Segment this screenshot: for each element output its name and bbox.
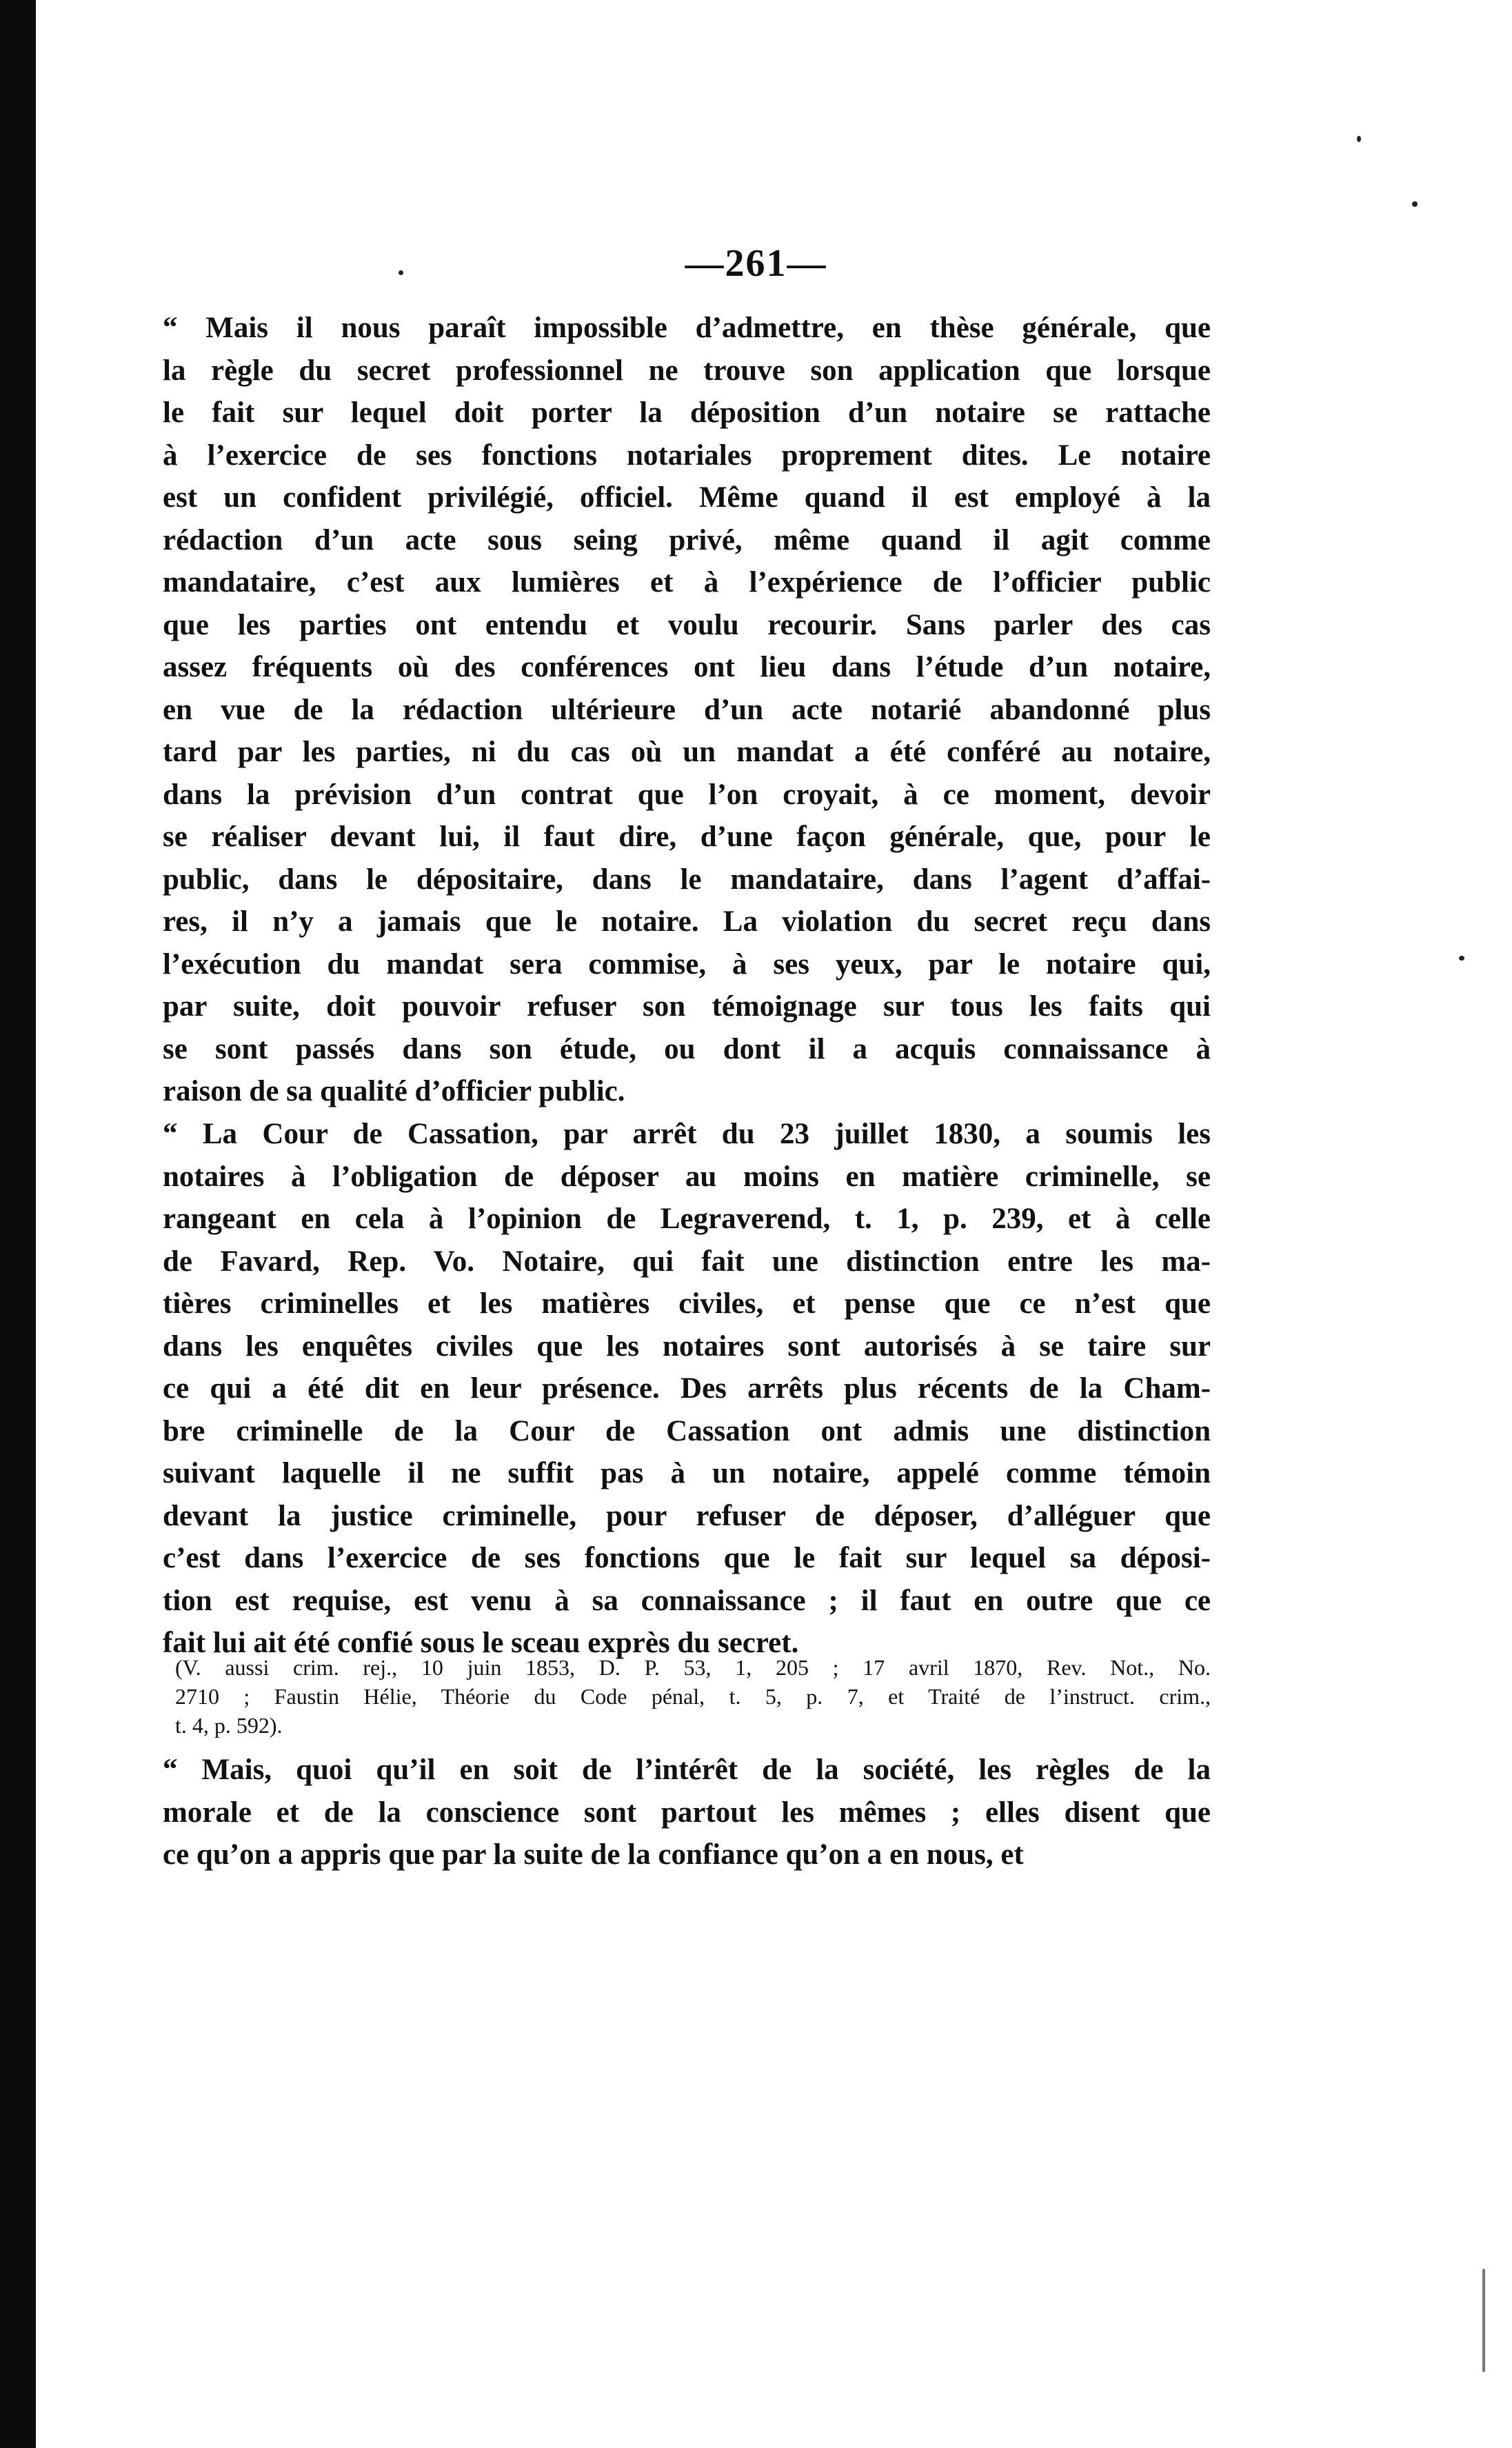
scan-speck: [1357, 136, 1361, 142]
text-line: le fait sur lequel doit porter la déposition d’un notaire se rattache: [163, 397, 1211, 429]
text-line: dans les enquêtes civiles que les notaires sont autorisés à se taire sur: [163, 1330, 1211, 1363]
scan-speck: [1459, 956, 1464, 961]
text-line: par suite, doit pouvoir refuser son témoignage sur tous les faits qui: [163, 990, 1211, 1023]
text-line: devant la justice criminelle, pour refuser de déposer, d’alléguer que: [163, 1499, 1211, 1532]
scan-border: [0, 0, 36, 2448]
paragraph-professional-secret: [163, 307, 1211, 1113]
text-line: notaires à l’obligation de déposer au moins en matière criminelle, se: [163, 1160, 1211, 1193]
text-line: public, dans le dépositaire, dans le mandataire, dans l’agent d’affai-: [163, 863, 1211, 896]
text-line: est un confident privilégié, officiel. Même quand il est employé à la: [163, 481, 1211, 514]
text-line: tières criminelles et les matières civiles, et pense que ce n’est que: [163, 1287, 1211, 1320]
text-line: ce qui a été dit en leur présence. Des arrêts plus récents de la Cham-: [163, 1372, 1211, 1405]
text-line: c’est dans l’exercice de ses fonctions que le fait sur lequel sa déposi-: [163, 1542, 1211, 1574]
text-line: tard par les parties, ni du cas où un mandat a été conféré au notaire,: [163, 736, 1211, 768]
text-line: la règle du secret professionnel ne trouve son application que lorsque: [163, 354, 1211, 387]
paragraph-cour-de-cassation: [163, 1113, 1211, 1665]
text-line: se réaliser devant lui, il faut dire, d’une façon générale, que, pour le: [163, 821, 1211, 853]
text-line: mandataire, c’est aux lumières et à l’expérience de l’officier public: [163, 566, 1211, 599]
text-line: à l’exercice de ses fonctions notariales proprement dites. Le notaire: [163, 439, 1211, 472]
text-line: assez fréquents où des conférences ont lieu dans l’étude d’un notaire,: [163, 651, 1211, 683]
text-line: suivant laquelle il ne suffit pas à un notaire, appelé comme témoin: [163, 1457, 1211, 1489]
text-line: “ Mais il nous paraît impossible d’admettre, en thèse générale, que: [163, 312, 1211, 344]
text-line: dans la prévision d’un contrat que l’on croyait, à ce moment, devoir: [163, 778, 1211, 811]
text-line: tion est requise, est venu à sa connaissance ; il faut en outre que ce: [163, 1584, 1211, 1617]
text-line: res, il n’y a jamais que le notaire. La violation du secret reçu dans: [163, 905, 1211, 938]
text-line: “ La Cour de Cassation, par arrêt du 23 juillet 1830, a soumis les: [163, 1118, 1211, 1150]
text-line: raison de sa qualité d’officier public.: [163, 1075, 625, 1107]
paragraph-morale-conscience: [163, 1749, 1211, 1876]
footnote-citations: [175, 1653, 1211, 1740]
text-line: morale et de la conscience sont partout les mêmes ; elles disent que: [163, 1796, 1211, 1829]
footnote-line: (V. aussi crim. rej., 10 juin 1853, D. P. 53, 1, 205 ; 17 avril 1870, Rev. Not., No.: [175, 1655, 1211, 1680]
footnote-line: 2710 ; Faustin Hélie, Théorie du Code pénal, t. 5, p. 7, et Traité de l’instruct. crim.,: [175, 1684, 1211, 1709]
text-line: bre criminelle de la Cour de Cassation ont admis une distinction: [163, 1414, 1211, 1447]
text-line: ce qu’on a appris que par la suite de la confiance qu’on a en nous, et: [163, 1838, 1024, 1871]
text-line: l’exécution du mandat sera commise, à ses yeux, par le notaire qui,: [163, 947, 1211, 981]
scan-speck: [1412, 201, 1418, 207]
text-line: “ Mais, quoi qu’il en soit de l’intérêt de la société, les règles de la: [163, 1754, 1211, 1786]
text-line: de Favard, Rep. Vo. Notaire, qui fait une distinction entre les ma-: [163, 1245, 1211, 1278]
text-line: en vue de la rédaction ultérieure d’un acte notarié abandonné plus: [163, 693, 1211, 726]
page-number: —261—: [685, 242, 827, 285]
footnote-line: t. 4, p. 592).: [175, 1713, 283, 1738]
text-line: fait lui ait été confié sous le sceau exprès du secret.: [163, 1627, 799, 1659]
text-line: rangeant en cela à l’opinion de Legraverend, t. 1, p. 239, et à celle: [163, 1203, 1211, 1235]
text-line: que les parties ont entendu et voulu recourir. Sans parler des cas: [163, 608, 1211, 641]
text-line: se sont passés dans son étude, ou dont il a acquis connaissance à: [163, 1032, 1211, 1065]
text-line: rédaction d’un acte sous seing privé, même quand il agit comme: [163, 523, 1211, 556]
scan-speck: [1482, 2269, 1485, 2372]
